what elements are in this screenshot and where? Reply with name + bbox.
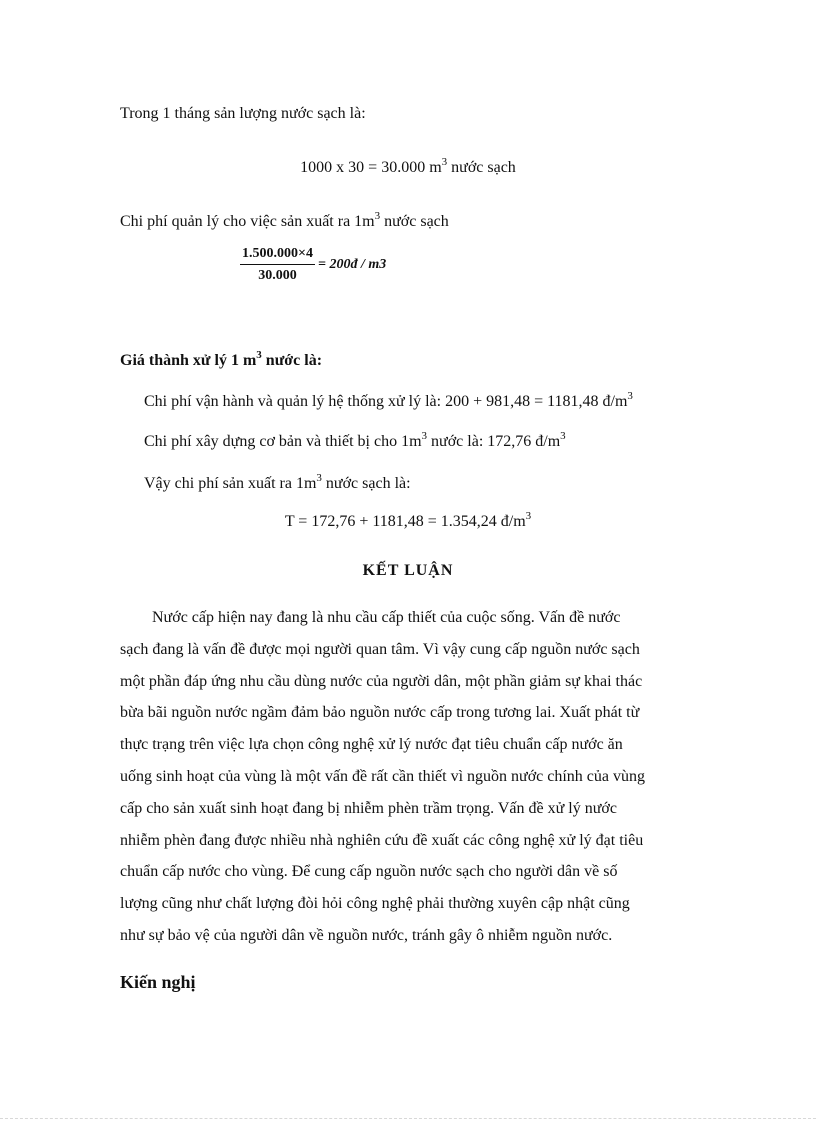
total-cost-intro	[144, 474, 411, 494]
build-cost-sup-1: 3	[421, 430, 428, 442]
paragraph-line: chuẩn cấp nước cho vùng. Để cung cấp nguồn nước sạch cho người dân về số	[120, 863, 618, 881]
conclusion-title: KẾT LUẬN	[362, 562, 454, 579]
fraction-denominator: 30.000	[258, 268, 297, 283]
fraction	[240, 246, 315, 284]
paragraph-line: nhiễm phèn đang được nhiều nhà nghiên cứu đề xuất các công nghệ xử lý đạt tiêu	[120, 831, 644, 849]
paragraph-line: thực trạng trên việc lựa chọn công nghệ xử lý nước đạt tiêu chuẩn cấp nước ăn	[120, 736, 623, 754]
mgmt-cost-suffix: nước sạch	[380, 213, 449, 230]
monthly-output-intro	[120, 104, 366, 124]
paragraph-line: sạch đang là vấn đề được mọi người quan tâm. Vì vậy cung cấp nguồn nước sạch	[120, 640, 640, 658]
monthly-calc-text: 1000 x 30 = 30.000 m	[300, 159, 442, 176]
build-cost-line	[144, 432, 566, 452]
total-intro-suffix: nước sạch là:	[321, 475, 411, 492]
paragraph-line: cấp cho sản xuất sinh hoạt đang bị nhiễm phèn trầm trọng. Vấn đề xử lý nước	[120, 799, 617, 817]
cost-heading-sup: 3	[256, 349, 262, 361]
operating-cost-sup: 3	[627, 390, 633, 402]
conclusion-paragraph	[120, 602, 700, 952]
monthly-calc-suffix: nước sạch	[447, 159, 516, 176]
fraction-numerator: 1.500.000×4	[240, 246, 315, 265]
paragraph-line: một phần đáp ứng nhu cầu dùng nước của người dân, một phần giảm sự khai thác	[120, 672, 643, 690]
total-cost-formula	[0, 512, 816, 532]
paragraph-line: uống sinh hoạt của vùng là một vấn đề rất cần thiết vì nguồn nước chính của vùng	[120, 767, 646, 785]
paragraph-line: lượng cũng như chất lượng đòi hỏi công nghệ phải thường xuyên cập nhật cũng	[120, 895, 630, 913]
paragraph-line: Nước cấp hiện nay đang là nhu cầu cấp thiết của cuộc sống. Vấn đề nước	[120, 609, 621, 626]
monthly-output-intro-text: Trong 1 tháng sản lượng nước sạch là:	[120, 105, 366, 122]
page-bottom-rule	[0, 1118, 816, 1119]
total-intro-text: Vậy chi phí sản xuất ra 1m	[144, 475, 317, 492]
paragraph-line: bừa bãi nguồn nước ngầm đảm bảo nguồn nước cấp trong tương lai. Xuất phát từ	[120, 704, 640, 722]
operating-cost-line	[144, 392, 633, 412]
build-cost-text: Chi phí xây dựng cơ bản và thiết bị cho 1m	[144, 433, 422, 450]
cost-heading-suffix: nước là:	[261, 352, 323, 369]
mgmt-cost-text: Chi phí quản lý cho việc sản xuất ra 1m	[120, 213, 375, 230]
monthly-calc-sup: 3	[441, 156, 448, 168]
management-cost-intro	[120, 212, 449, 232]
operating-cost-text: Chi phí vận hành và quản lý hệ thống xử lý là: 200 + 981,48 = 1181,48 đ/m	[144, 393, 628, 410]
recommendation-heading: Kiến nghị	[120, 972, 196, 992]
mgmt-cost-sup: 3	[374, 210, 381, 222]
total-formula-sup: 3	[525, 510, 532, 522]
management-cost-formula	[240, 246, 386, 284]
cost-section-heading	[120, 351, 322, 371]
cost-heading-text: Giá thành xử lý 1 m	[120, 352, 257, 369]
total-formula-text: T = 172,76 + 1181,48 = 1.354,24 đ/m	[284, 513, 526, 530]
monthly-output-calc	[0, 158, 816, 178]
build-cost-value: nước là: 172,76 đ/m	[427, 433, 561, 450]
paragraph-line: như sự bảo vệ của người dân về nguồn nước, tránh gây ô nhiễm nguồn nước.	[120, 926, 613, 944]
fraction-result: = 200đ / m3	[317, 257, 387, 272]
build-cost-sup-2: 3	[560, 430, 566, 442]
total-intro-sup: 3	[316, 472, 322, 484]
